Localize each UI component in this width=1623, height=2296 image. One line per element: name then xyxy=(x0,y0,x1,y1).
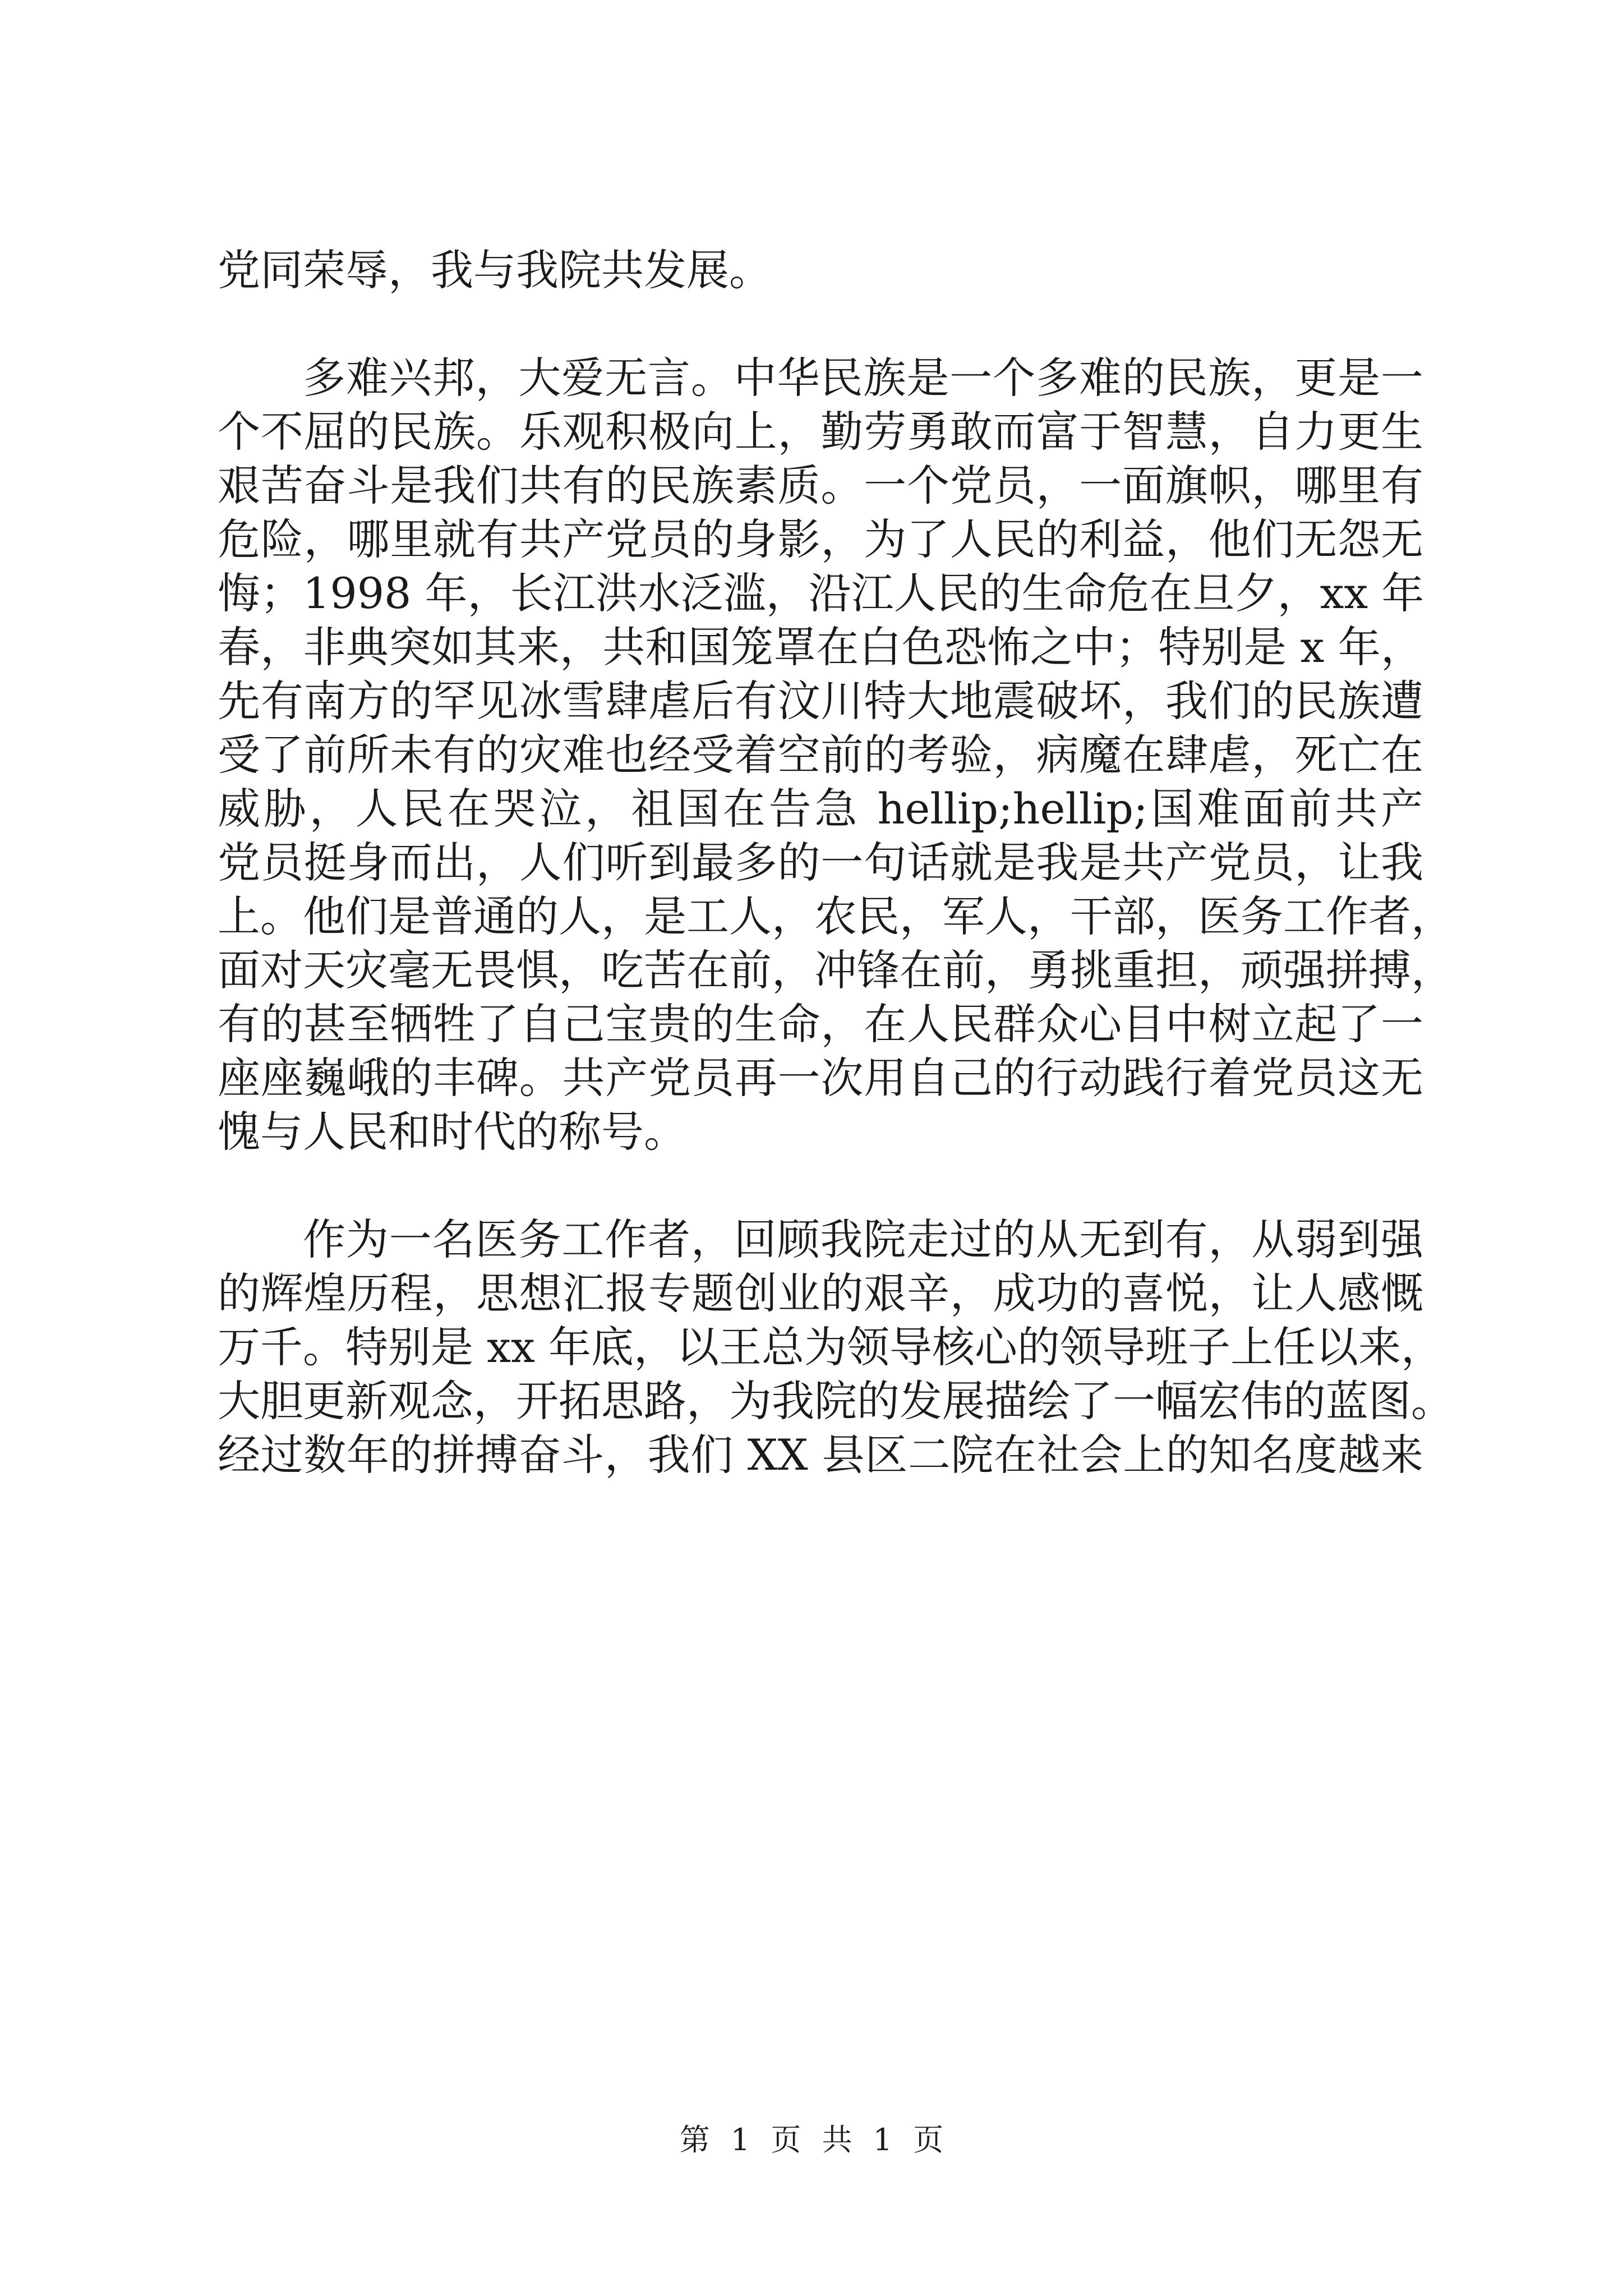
paragraph-2-line-15: 愧与人民和时代的称号。 xyxy=(218,1107,686,1157)
paragraph-3-line-5: 经过数年的拼搏奋斗，我们 XX 县区二院在社会上的知名度越来 xyxy=(218,1430,1423,1480)
paragraph-3-line-2: 的辉煌历程，思想汇报专题创业的艰辛，成功的喜悦，让人感慨 xyxy=(218,1268,1423,1318)
paragraph-3-line-4: 大胆更新观念，开拓思路，为我院的发展描绘了一幅宏伟的蓝图。 xyxy=(218,1376,1454,1426)
paragraph-2-line-3: 艰苦奋斗是我们共有的民族素质。一个党员，一面旗帜，哪里有 xyxy=(218,461,1423,510)
paragraph-2-line-9: 威胁，人民在哭泣，祖国在告急 hellip;hellip;国难面前共产 xyxy=(218,784,1423,834)
document-body xyxy=(218,243,1454,1482)
paragraph-1-line-1: 党同荣辱，我与我院共发展。 xyxy=(218,245,772,295)
paragraph-2-line-4: 危险，哪里就有共产党员的身影，为了人民的利益，他们无怨无 xyxy=(218,514,1423,564)
paragraph-3-line-1: 作为一名医务工作者，回顾我院走过的从无到有，从弱到强 xyxy=(303,1214,1423,1264)
paragraph-2-line-5: 悔；1998 年，长江洪水泛滥，沿江人民的生命危在旦夕，xx 年 xyxy=(218,568,1424,618)
page-footer: 第 1 页 共 1 页 xyxy=(679,2122,944,2157)
paragraph-2-line-7: 先有南方的罕见冰雪肆虐后有汶川特大地震破坏，我们的民族遭 xyxy=(218,676,1423,726)
paragraph-spacer xyxy=(218,297,1423,351)
paragraph-2-line-11: 上。他们是普通的人，是工人，农民，军人，干部，医务工作者， xyxy=(218,891,1454,941)
paragraph-2-line-10: 党员挺身而出，人们听到最多的一句话就是我是共产党员，让我 xyxy=(218,838,1423,887)
paragraph-2-line-14: 座座巍峨的丰碑。共产党员再一次用自己的行动践行着党员这无 xyxy=(218,1053,1423,1103)
paragraph-2-line-6: 春，非典突如其来，共和国笼罩在白色恐怖之中；特别是 x 年， xyxy=(218,622,1423,672)
paragraph-spacer xyxy=(218,1159,1423,1213)
paragraph-2-line-1: 多难兴邦，大爱无言。中华民族是一个多难的民族，更是一 xyxy=(303,353,1423,403)
paragraph-2-line-13: 有的甚至牺牲了自己宝贵的生命，在人民群众心目中树立起了一 xyxy=(218,999,1423,1049)
paragraph-2-line-2: 个不屈的民族。乐观积极向上，勤劳勇敢而富于智慧，自力更生 xyxy=(218,407,1423,457)
paragraph-2-line-12: 面对天灾毫无畏惧，吃苦在前，冲锋在前，勇挑重担，顽强拼搏， xyxy=(218,945,1454,995)
paragraph-3-line-3: 万千。特别是 xx 年底，以王总为领导核心的领导班子上任以来， xyxy=(218,1322,1444,1372)
paragraph-2-line-8: 受了前所未有的灾难也经受着空前的考验，病魔在肆虐，死亡在 xyxy=(218,730,1423,780)
